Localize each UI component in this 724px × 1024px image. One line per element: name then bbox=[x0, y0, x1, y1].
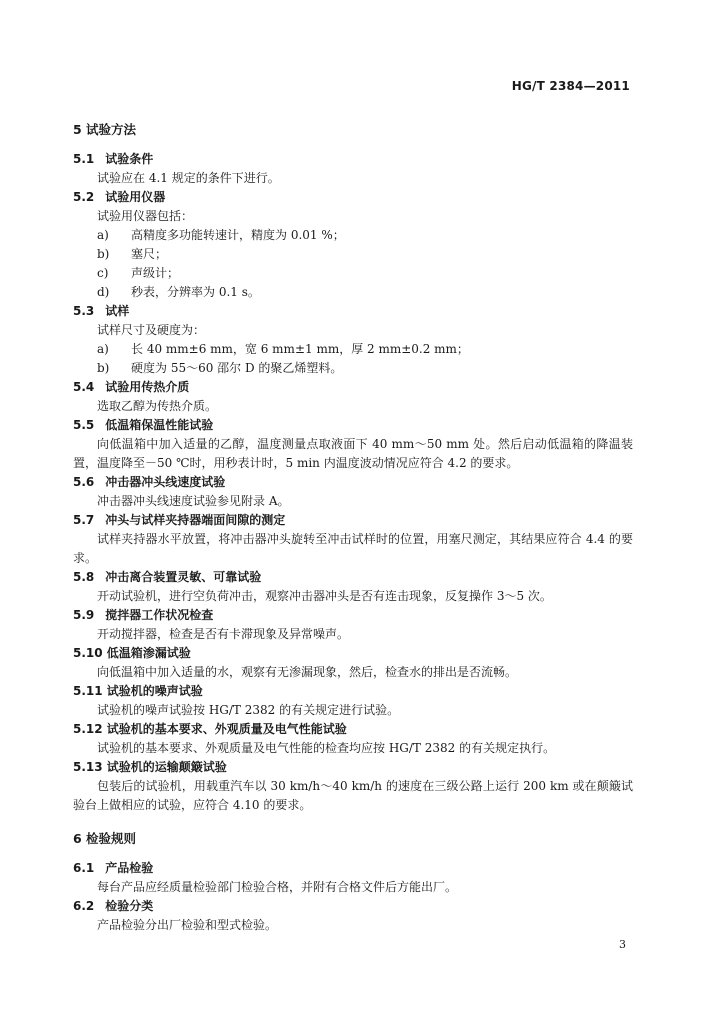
clause-number: 5.6 bbox=[73, 475, 95, 489]
clause-5-7-text: 试样夹持器水平放置，将冲击器冲头旋转至冲击试样时的位置，用塞尺测定，其结果应符合 4.4 的要求。 bbox=[73, 532, 633, 565]
clause-5-1-heading bbox=[73, 150, 633, 169]
clause-title: 产品检验 bbox=[105, 861, 154, 875]
list-item bbox=[73, 359, 633, 378]
clause-5-2-intro: 试验用仪器包括： bbox=[97, 209, 194, 223]
clause-number: 5.8 bbox=[73, 570, 95, 584]
clause-5-10-text: 向低温箱中加入适量的水，观察有无渗漏现象，然后，检查水的排出是否流畅。 bbox=[97, 665, 518, 679]
document-body bbox=[73, 120, 633, 935]
clause-6-1-heading bbox=[73, 859, 633, 878]
clause-number: 5.10 bbox=[73, 646, 103, 660]
clause-5-9-text: 开动搅拌器，检查是否有卡滞现象及异常噪声。 bbox=[97, 627, 350, 641]
clause-5-13-heading bbox=[73, 758, 633, 777]
clause-title: 试验用传热介质 bbox=[105, 380, 190, 394]
clause-title: 试验用仪器 bbox=[105, 190, 166, 204]
clause-5-5-heading bbox=[73, 416, 633, 435]
clause-number: 6.1 bbox=[73, 861, 95, 875]
clause-title: 冲头与试样夹持器端面间隙的测定 bbox=[105, 513, 286, 527]
clause-number: 5.7 bbox=[73, 513, 95, 527]
clause-title: 检验分类 bbox=[105, 899, 154, 913]
section-5-heading: 5 试验方法 bbox=[73, 122, 137, 137]
list-item bbox=[73, 340, 633, 359]
standard-number: HG/T 2384—2011 bbox=[511, 79, 630, 93]
section-6-heading: 6 检验规则 bbox=[73, 831, 137, 846]
clause-5-9-heading bbox=[73, 606, 633, 625]
clause-5-3-heading bbox=[73, 302, 633, 321]
clause-5-5-text: 向低温箱中加入适量的乙醇，温度测量点取液面下 40 mm～50 mm 处。然后启动低温箱的降温装置，温度降至－50 ℃时，用秒表计时，5 min 内温度波动情况应符合 4.2 的要求。 bbox=[73, 437, 633, 470]
clause-5-6-text: 冲击器冲头线速度试验参见附录 A。 bbox=[97, 494, 290, 508]
list-marker: d) bbox=[97, 285, 110, 299]
list-item-text: 硬度为 55～60 邵尔 D 的聚乙烯塑料。 bbox=[131, 361, 343, 375]
clause-6-2-heading bbox=[73, 897, 633, 916]
list-marker: c) bbox=[97, 266, 109, 280]
clause-5-12-heading bbox=[73, 720, 633, 739]
clause-title: 试验条件 bbox=[105, 152, 154, 166]
clause-5-12-text: 试验机的基本要求、外观质量及电气性能的检查均应按 HG/T 2382 的有关规定执行。 bbox=[97, 741, 556, 755]
clause-6-1-text: 每台产品应经质量检验部门检验合格，并附有合格文件后方能出厂。 bbox=[97, 880, 458, 894]
clause-title: 低温箱渗漏试验 bbox=[106, 646, 191, 660]
list-item bbox=[73, 264, 633, 283]
clause-number: 5.5 bbox=[73, 418, 95, 432]
clause-5-13-text: 包装后的试验机，用载重汽车以 30 km/h～40 km/h 的速度在三级公路上运行 200 km 或在颠簸试验台上做相应的试验，应符合 4.10 的要求。 bbox=[73, 779, 633, 812]
list-item bbox=[73, 283, 633, 302]
clause-number: 5.13 bbox=[73, 760, 103, 774]
clause-title: 搅拌器工作状况检查 bbox=[105, 608, 214, 622]
page-number: 3 bbox=[619, 938, 626, 951]
clause-number: 5.9 bbox=[73, 608, 95, 622]
list-marker: a) bbox=[97, 228, 109, 242]
clause-title: 低温箱保温性能试验 bbox=[105, 418, 214, 432]
list-item bbox=[73, 245, 633, 264]
clause-5-4-heading bbox=[73, 378, 633, 397]
clause-number: 5.1 bbox=[73, 152, 95, 166]
list-item-text: 长 40 mm±6 mm，宽 6 mm±1 mm，厚 2 mm±0.2 mm； bbox=[131, 342, 469, 356]
clause-number: 5.2 bbox=[73, 190, 95, 204]
list-item-text: 塞尺； bbox=[131, 247, 168, 261]
list-item-text: 秒表，分辨率为 0.1 s。 bbox=[131, 285, 260, 299]
clause-5-1-text: 试验应在 4.1 规定的条件下进行。 bbox=[97, 171, 280, 185]
clause-6-2-text: 产品检验分出厂检验和型式检验。 bbox=[97, 918, 278, 932]
clause-number: 5.3 bbox=[73, 304, 95, 318]
clause-5-6-heading bbox=[73, 473, 633, 492]
list-marker: b) bbox=[97, 361, 110, 375]
list-marker: b) bbox=[97, 247, 110, 261]
clause-5-8-heading bbox=[73, 568, 633, 587]
clause-title: 试样 bbox=[105, 304, 130, 318]
clause-number: 6.2 bbox=[73, 899, 95, 913]
list-item-text: 声级计； bbox=[131, 266, 180, 280]
clause-number: 5.12 bbox=[73, 722, 103, 736]
clause-title: 试验机的噪声试验 bbox=[106, 684, 203, 698]
clause-5-11-text: 试验机的噪声试验按 HG/T 2382 的有关规定进行试验。 bbox=[97, 703, 400, 717]
list-item-text: 高精度多功能转速计，精度为 0.01 %； bbox=[131, 228, 345, 242]
list-item bbox=[73, 226, 633, 245]
clause-5-2-heading bbox=[73, 188, 633, 207]
clause-title: 试验机的基本要求、外观质量及电气性能试验 bbox=[106, 722, 347, 736]
clause-5-4-text: 选取乙醇为传热介质。 bbox=[97, 399, 218, 413]
clause-5-10-heading bbox=[73, 644, 633, 663]
list-marker: a) bbox=[97, 342, 109, 356]
clause-title: 冲击离合装置灵敏、可靠试验 bbox=[105, 570, 262, 584]
clause-5-3-intro: 试样尺寸及硬度为： bbox=[97, 323, 206, 337]
clause-5-8-text: 开动试验机，进行空负荷冲击，观察冲击器冲头是否有连击现象，反复操作 3～5 次。 bbox=[97, 589, 552, 603]
clause-title: 冲击器冲头线速度试验 bbox=[105, 475, 226, 489]
clause-5-7-heading bbox=[73, 511, 633, 530]
clause-5-11-heading bbox=[73, 682, 633, 701]
clause-number: 5.4 bbox=[73, 380, 95, 394]
clause-number: 5.11 bbox=[73, 684, 103, 698]
clause-title: 试验机的运输颠簸试验 bbox=[106, 760, 227, 774]
